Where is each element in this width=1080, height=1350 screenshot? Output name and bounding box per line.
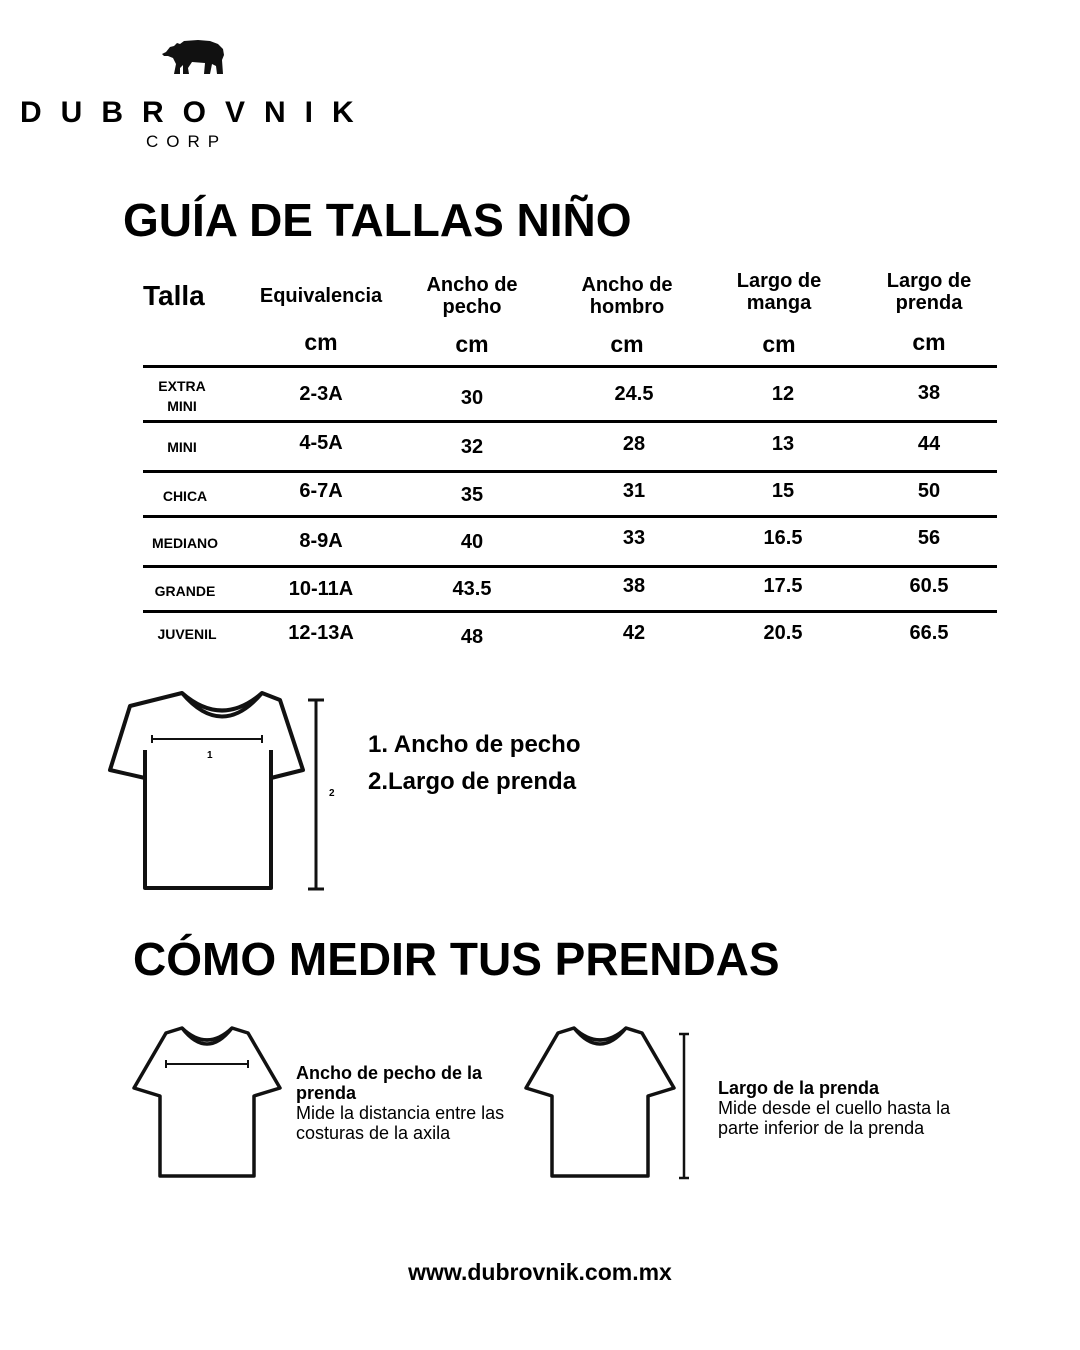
unit-pecho: cm [455,331,489,357]
cell-hombro: 31 [622,480,646,502]
cell-equivalencia: 2-3A [299,383,343,405]
marker-2: 2 [329,788,335,799]
cell-manga: 16.5 [763,527,803,549]
cell-manga: 20.5 [763,622,803,644]
table-header [143,265,997,365]
cell-pecho: 30 [460,387,484,409]
table-row [143,420,997,470]
cell-hombro: 42 [622,622,646,644]
header-equivalencia: Equivalencia [259,285,383,307]
cell-pecho: 32 [460,436,484,458]
cell-manga: 15 [771,480,795,502]
cell-prenda: 66.5 [909,622,949,644]
length-instruction [718,1078,963,1138]
tshirt-measure-diagram [105,688,340,898]
cell-manga: 17.5 [763,575,803,597]
unit-manga: cm [762,331,796,357]
cell-equivalencia: 8-9A [299,530,343,552]
cell-manga: 13 [771,433,795,455]
table-row [143,515,997,565]
tshirt-chest-icon [130,1022,285,1182]
measure-title: CÓMO MEDIR TUS PRENDAS [133,933,780,985]
size-label: GRANDE [154,583,216,599]
website-link[interactable]: www.dubrovnik.com.mx [408,1259,672,1285]
cell-pecho: 40 [460,531,484,553]
size-label: MINI [167,439,197,455]
size-label: EXTRA MINI [158,378,206,414]
cell-equivalencia: 12-13A [288,622,354,644]
chest-instruction [296,1063,511,1143]
legend-item: 1. Ancho de pecho [368,731,581,758]
chest-instruction-title: Ancho de pecho de la prenda [296,1063,483,1103]
brand-subtitle: CORP [146,132,228,151]
cell-pecho: 48 [460,626,484,648]
header-ancho-hombro: Ancho de hombro [581,274,673,318]
chest-instruction-text: Mide la distancia entre las costuras de la axila [296,1103,505,1143]
tshirt-collar [182,693,262,717]
cell-hombro: 24.5 [614,383,654,405]
marker-1: 1 [207,750,213,761]
table-row [143,565,997,610]
bear-icon [160,38,230,78]
unit-prenda: cm [912,329,946,355]
header-largo-manga: Largo de manga [736,270,822,314]
cell-pecho: 43.5 [452,578,492,600]
brand-logo [20,38,373,153]
tshirt-length-icon [522,1022,697,1182]
header-talla: Talla [143,280,205,311]
unit-hombro: cm [610,331,644,357]
header-largo-prenda: Largo de prenda [886,270,972,314]
tshirt-outline [526,1028,674,1176]
table-row [143,610,997,655]
cell-prenda: 50 [917,480,941,502]
size-label: MEDIANO [151,535,219,551]
length-instruction-title: Largo de la prenda [718,1078,880,1098]
cell-hombro: 38 [622,575,646,597]
cell-manga: 12 [771,383,795,405]
cell-equivalencia: 10-11A [288,578,354,600]
cell-hombro: 33 [622,527,646,549]
cell-hombro: 28 [622,433,646,455]
cell-prenda: 56 [917,527,941,549]
header-ancho-pecho: Ancho de pecho [426,274,518,318]
tshirt-outline [110,693,303,888]
table-row [143,365,997,420]
cell-prenda: 38 [917,382,941,404]
length-instruction-text: Mide desde el cuello hasta la parte inferior de la prenda [718,1098,951,1138]
cell-prenda: 44 [917,433,941,455]
page-title: GUÍA DE TALLAS NIÑO [123,194,632,246]
unit-equivalencia: cm [304,329,338,355]
table-row [143,470,997,515]
measure-legend [368,726,580,800]
size-label: JUVENIL [157,626,217,642]
cell-pecho: 35 [460,484,484,506]
brand-name: DUBROVNIK [20,96,373,129]
cell-equivalencia: 4-5A [299,432,343,454]
legend-item: 2.Largo de prenda [368,768,577,795]
size-label: CHICA [162,488,208,504]
tshirt-outline [134,1028,280,1176]
cell-equivalencia: 6-7A [299,480,343,502]
cell-prenda: 60.5 [909,575,949,597]
